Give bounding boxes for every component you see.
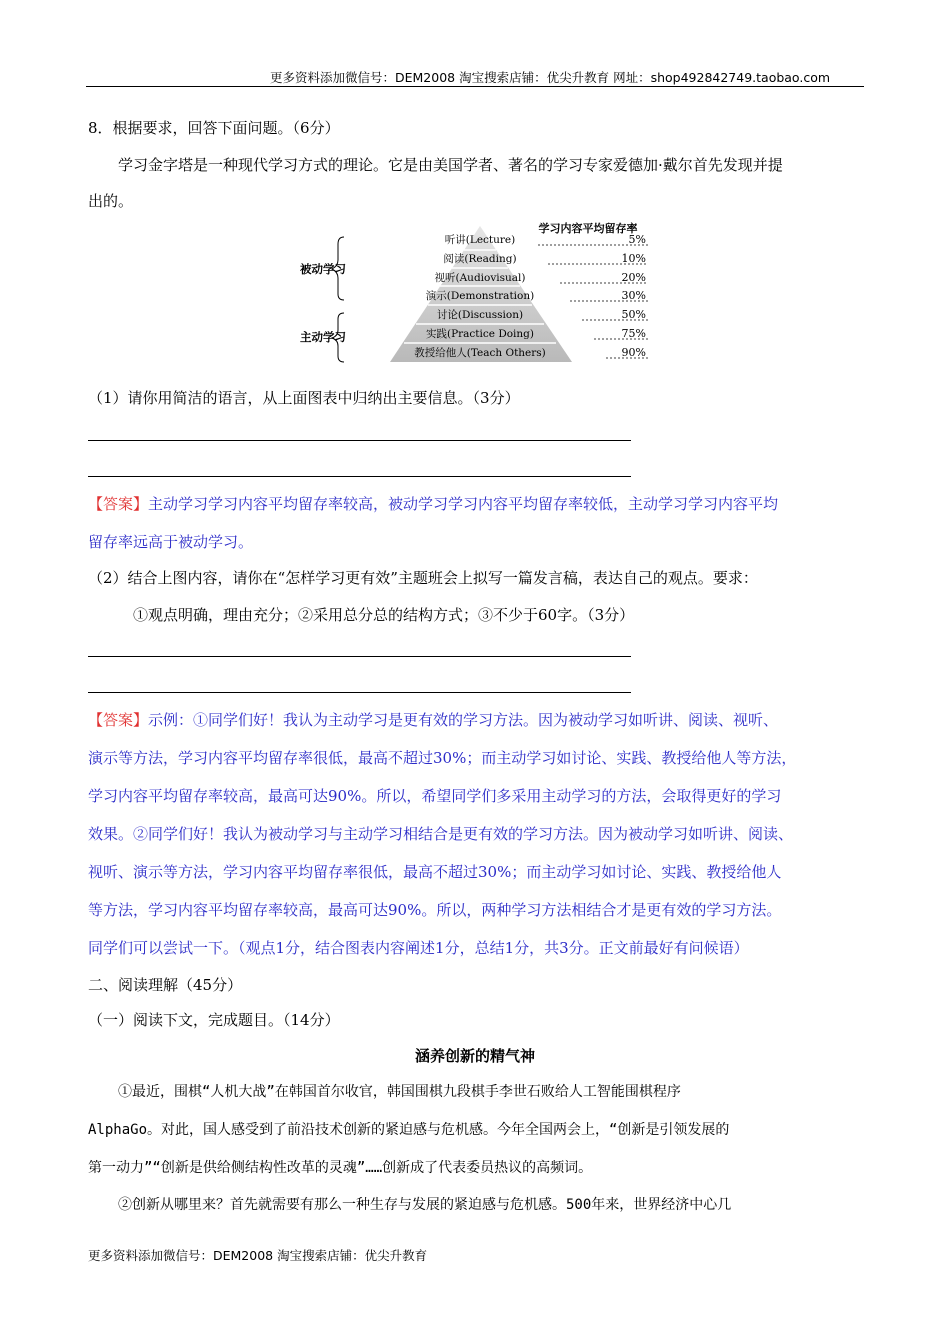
page-header: 更多资料添加微信号：DEM2008 淘宝搜索店铺：优尖升教育 网址：shop492842749.taobao.com	[270, 70, 831, 85]
article-p1-line2: AlphaGo。对此，国人感受到了前沿技术创新的紧迫感与危机感。今年全国两会上，“创新是引领发展的	[88, 1122, 730, 1138]
answer-line	[88, 440, 631, 441]
retention-value-label: 75%	[621, 327, 646, 340]
sub2-question: （2）结合上图内容，请你在“怎样学习更有效”主题班会上拟写一篇发言稿，表达自己的观点。要求：	[88, 569, 758, 587]
retention-value-label: 50%	[621, 308, 646, 321]
question-8-intro-line2: 出的。	[88, 192, 134, 210]
article-p2-line1: ②创新从哪里来？首先就需要有那么一种生存与发展的紧迫感与危机感。500年来，世界经济中心几	[118, 1197, 732, 1213]
group-label-passive: 被动学习	[300, 262, 346, 276]
pyramid-method-label: 教授给他人(Teach Others)	[414, 347, 546, 359]
sub1-answer-line2: 留存率远高于被动学习。	[88, 533, 254, 551]
pyramid-method-label: 视听(Audiovisual)	[434, 272, 526, 284]
article-p1-line3: 第一动力”“创新是供给侧结构性改革的灵魂”……创新成了代表委员热议的高频词。	[88, 1160, 593, 1176]
sub2-answer-line1	[88, 710, 778, 730]
question-8-title: 8．根据要求，回答下面问题。（6分）	[88, 119, 340, 137]
sub1-answer-text: 主动学习学习内容平均留存率较高，被动学习学习内容平均留存率较低，主动学习学习内容平均	[148, 495, 779, 513]
retention-value-label: 90%	[621, 346, 646, 359]
answer-line	[88, 656, 631, 657]
sub2-answer-text: 示例：①同学们好！我认为主动学习是更有效的学习方法。因为被动学习如听讲、阅读、视听、	[148, 711, 779, 729]
retention-value-label: 20%	[621, 271, 646, 284]
article-p1-line1: ①最近，围棋“人机大战”在韩国首尔收官，韩国围棋九段棋手李世石败给人工智能围棋程序	[118, 1084, 681, 1100]
retention-value-label: 30%	[621, 289, 646, 302]
reading-part-1-title: （一）阅读下文，完成题目。（14分）	[88, 1011, 340, 1029]
pyramid-method-label: 听讲(Lecture)	[444, 234, 516, 246]
header-divider	[86, 86, 864, 87]
group-label-active: 主动学习	[300, 330, 346, 344]
retention-value-label: 5%	[628, 233, 646, 246]
page-footer: 更多资料添加微信号：DEM2008 淘宝搜索店铺：优尖升教育	[88, 1248, 428, 1263]
retention-value-label: 10%	[621, 252, 646, 265]
article-title: 涵养创新的精气神	[414, 1047, 535, 1065]
sub2-answer-line3: 学习内容平均留存率较高，最高可达90%。所以，希望同学们多采用主动学习的方法，会取得更好的学习	[88, 787, 782, 805]
section-2-title: 二、阅读理解（45分）	[88, 976, 243, 994]
question-8-intro-line1: 学习金字塔是一种现代学习方式的理论。它是由美国学者、著名的学习专家爱德加·戴尔首先发现并提	[118, 156, 783, 174]
chart-title: 学习内容平均留存率	[538, 222, 638, 235]
sub2-answer-line4: 效果。②同学们好！我认为被动学习与主动学习相结合是更有效的学习方法。因为被动学习如听讲、阅读、	[88, 825, 794, 843]
sub1-question: （1）请你用简洁的语言，从上面图表中归纳出主要信息。（3分）	[88, 389, 520, 407]
sub2-answer-line2: 演示等方法，学习内容平均留存率很低，最高不超过30%；而主动学习如讨论、实践、教授给他人等方法，	[88, 749, 797, 767]
pyramid-method-label: 演示(Demonstration)	[425, 290, 535, 302]
learning-pyramid-chart	[296, 214, 658, 366]
answer-tag: 【答案】	[88, 495, 149, 513]
answer-tag: 【答案】	[88, 711, 149, 729]
sub2-requirements: ①观点明确，理由充分；②采用总分总的结构方式；③不少于60字。（3分）	[133, 606, 635, 624]
pyramid-method-label: 阅读(Reading)	[443, 253, 517, 265]
sub2-answer-line7: 同学们可以尝试一下。（观点1分，结合图表内容阐述1分，总结1分，共3分。正文前最好有问候语）	[88, 939, 749, 957]
pyramid-method-label: 讨论(Discussion)	[436, 309, 524, 321]
answer-line	[88, 692, 631, 693]
pyramid-method-label: 实践(Practice Doing)	[425, 328, 535, 340]
sub1-answer-line1	[88, 494, 778, 514]
sub2-answer-line5: 视听、演示等方法，学习内容平均留存率很低，最高不超过30%；而主动学习如讨论、实践、教授给他人	[88, 863, 782, 881]
answer-line	[88, 476, 631, 477]
sub2-answer-line6: 等方法，学习内容平均留存率较高，最高可达90%。所以，两种学习方法相结合才是更有效的学习方法。	[88, 901, 782, 919]
